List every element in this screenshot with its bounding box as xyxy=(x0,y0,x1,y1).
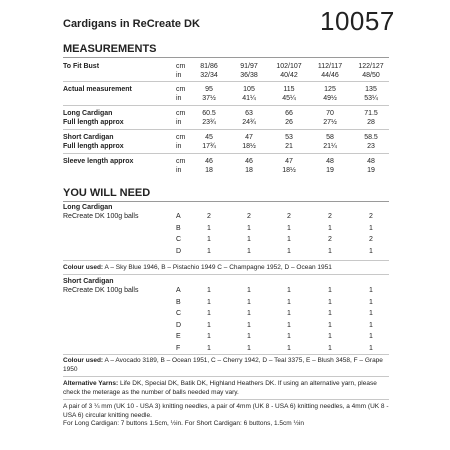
measurement-value: 23 xyxy=(367,143,375,150)
measurement-value: 28 xyxy=(367,119,375,126)
ball-quantity: 1 xyxy=(287,298,291,306)
ball-quantity: 2 xyxy=(207,213,211,220)
measurement-value: 19 xyxy=(326,167,334,174)
colour-code: D xyxy=(176,247,182,255)
buttons-text: For Long Cardigan: 7 buttons 1.5cm, ½in. For Short Cardigan: 6 buttons, 1.5cm ½in xyxy=(63,420,304,427)
measurement-value: 44/46 xyxy=(321,72,339,79)
measurement-value: 58 xyxy=(326,134,334,141)
colour-used-text: A – Avocado 3189, B – Ocean 1951, C – Cherry 1942, D – Teal 3375, E – Blush 3458, F – Grape 1950 xyxy=(63,357,383,373)
measurement-value: 40/42 xyxy=(280,72,298,79)
colour-used-text: A – Sky Blue 1946, B – Pistachio 1949 C – Champagne 1952, D – Ocean 1951 xyxy=(104,264,332,271)
ball-quantity: 1 xyxy=(207,236,211,243)
measurement-value: 71.5 xyxy=(364,110,378,117)
measurement-value: 37½ xyxy=(202,95,216,102)
ball-quantity: 1 xyxy=(247,321,251,329)
measurement-value: 24¾ xyxy=(242,119,256,126)
measurement-value: 122/127 xyxy=(358,63,384,70)
measurement-value: 48/50 xyxy=(362,72,380,79)
ball-quantity: 1 xyxy=(369,344,373,352)
ball-quantity: 1 xyxy=(247,247,251,255)
ball-quantity: 1 xyxy=(207,344,211,352)
divider xyxy=(63,274,389,275)
divider xyxy=(63,399,389,400)
measurement-value: 91/97 xyxy=(240,63,258,70)
ball-quantity: 1 xyxy=(328,333,332,340)
divider xyxy=(63,260,389,261)
unit-label: cm xyxy=(176,63,186,70)
ball-quantity: 1 xyxy=(207,333,211,340)
unit-label: cm xyxy=(176,134,186,141)
measurement-value: 18½ xyxy=(282,167,296,174)
divider xyxy=(63,129,389,130)
measurement-value: 112/117 xyxy=(317,63,343,70)
measurement-value: 48 xyxy=(367,158,375,165)
ball-quantity: 1 xyxy=(369,247,373,255)
ball-quantity: 2 xyxy=(287,213,291,220)
ball-quantity: 1 xyxy=(287,333,291,340)
divider xyxy=(63,81,389,82)
measurement-label: Actual measurement xyxy=(63,86,132,93)
measurement-label: Sleeve length approx xyxy=(63,158,134,165)
measurement-value: 63 xyxy=(245,110,253,117)
colour-code: B xyxy=(176,298,181,306)
ball-quantity: 2 xyxy=(369,213,373,220)
ball-quantity: 1 xyxy=(247,344,251,352)
ball-quantity: 1 xyxy=(207,310,211,317)
colour-code: A xyxy=(176,287,181,294)
measurements-heading: MEASUREMENTS xyxy=(63,43,157,55)
unit-label: cm xyxy=(176,158,186,165)
measurement-value: 23¾ xyxy=(202,119,216,126)
alternative-yarns-text: Life DK, Special DK, Batik DK, Highland Heathers DK. If using an alternative yarn, please check the meterage as the number of balls needed may vary. xyxy=(63,380,377,396)
colour-code: C xyxy=(176,310,182,317)
measurement-value: 18 xyxy=(245,167,253,174)
ball-quantity: 1 xyxy=(247,298,251,306)
unit-label: in xyxy=(176,143,182,150)
measurement-value: 46 xyxy=(205,158,213,165)
ball-quantity: 1 xyxy=(207,298,211,306)
colour-code: E xyxy=(176,333,181,340)
measurement-value: 18½ xyxy=(242,143,256,150)
measurement-value: 66 xyxy=(285,110,293,117)
colour-code: D xyxy=(176,321,182,329)
ball-quantity: 1 xyxy=(328,247,332,255)
ball-quantity: 1 xyxy=(247,333,251,340)
measurement-value: 125 xyxy=(324,86,336,93)
ball-quantity: 1 xyxy=(247,224,251,232)
ball-quantity: 1 xyxy=(287,224,291,232)
measurement-value: 36/38 xyxy=(240,72,258,79)
measurement-sublabel: Full length approx xyxy=(63,143,124,150)
divider xyxy=(63,201,389,202)
ball-quantity: 1 xyxy=(369,321,373,329)
long-cardigan-yarn: ReCreate DK 100g balls xyxy=(63,213,139,220)
measurement-value: 47 xyxy=(245,134,253,141)
measurement-label: Short Cardigan xyxy=(63,134,114,141)
short-colour-used xyxy=(63,357,393,374)
ball-quantity: 1 xyxy=(369,287,373,294)
measurement-value: 60.5 xyxy=(202,110,216,117)
colour-code: A xyxy=(176,213,181,220)
measurement-value: 46 xyxy=(245,158,253,165)
alternative-yarns-label: Alternative Yarns: xyxy=(63,380,119,387)
colour-code: B xyxy=(176,224,181,232)
measurement-value: 135 xyxy=(365,86,377,93)
ball-quantity: 1 xyxy=(247,310,251,317)
unit-label: in xyxy=(176,119,182,126)
ball-quantity: 1 xyxy=(369,224,373,232)
measurement-value: 48 xyxy=(326,158,334,165)
ball-quantity: 1 xyxy=(287,247,291,255)
ball-quantity: 1 xyxy=(287,287,291,294)
unit-label: in xyxy=(176,167,182,174)
ball-quantity: 1 xyxy=(328,310,332,317)
measurement-value: 70 xyxy=(326,110,334,117)
colour-used-label: Colour used: xyxy=(63,357,104,364)
ball-quantity: 1 xyxy=(247,287,251,294)
ball-quantity: 1 xyxy=(328,224,332,232)
ball-quantity: 1 xyxy=(287,236,291,243)
short-cardigan-label: Short Cardigan xyxy=(63,278,114,285)
long-cardigan-label: Long Cardigan xyxy=(63,204,113,211)
measurement-value: 19 xyxy=(367,167,375,174)
unit-label: cm xyxy=(176,86,186,93)
measurement-value: 58.5 xyxy=(364,134,378,141)
measurement-value: 32/34 xyxy=(200,72,218,79)
ball-quantity: 1 xyxy=(328,344,332,352)
measurement-value: 26 xyxy=(285,119,293,126)
ball-quantity: 1 xyxy=(287,344,291,352)
ball-quantity: 2 xyxy=(328,236,332,243)
measurement-value: 115 xyxy=(283,86,295,93)
ball-quantity: 1 xyxy=(328,321,332,329)
measurement-value: 53 xyxy=(285,134,293,141)
measurement-value: 27½ xyxy=(323,119,337,126)
ball-quantity: 1 xyxy=(328,298,332,306)
measurement-value: 53¼ xyxy=(364,95,378,102)
divider xyxy=(63,153,389,154)
measurement-value: 45¼ xyxy=(282,95,296,102)
measurement-label: To Fit Bust xyxy=(63,63,100,70)
ball-quantity: 1 xyxy=(247,236,251,243)
unit-label: in xyxy=(176,95,182,102)
ball-quantity: 1 xyxy=(287,310,291,317)
measurement-value: 81/86 xyxy=(200,63,218,70)
unit-label: in xyxy=(176,72,182,79)
ball-quantity: 1 xyxy=(287,321,291,329)
ball-quantity: 1 xyxy=(369,298,373,306)
ball-quantity: 1 xyxy=(207,247,211,255)
measurement-value: 45 xyxy=(205,134,213,141)
measurement-value: 102/107 xyxy=(276,63,302,70)
measurement-value: 18 xyxy=(205,167,213,174)
measurement-label: Long Cardigan xyxy=(63,110,113,117)
ball-quantity: 1 xyxy=(328,287,332,294)
measurement-value: 105 xyxy=(243,86,255,93)
long-colour-used xyxy=(63,264,393,273)
colour-code: F xyxy=(176,344,181,352)
measurement-value: 21¼ xyxy=(323,143,337,150)
colour-code: C xyxy=(176,236,182,243)
divider xyxy=(63,105,389,106)
short-cardigan-yarn: ReCreate DK 100g balls xyxy=(63,287,139,294)
document-title: Cardigans in ReCreate DK xyxy=(63,18,200,30)
measurement-sublabel: Full length approx xyxy=(63,119,124,126)
ball-quantity: 1 xyxy=(369,333,373,340)
measurement-value: 21 xyxy=(285,143,293,150)
measurement-value: 49½ xyxy=(323,95,337,102)
measurement-value: 95 xyxy=(205,86,213,93)
ball-quantity: 1 xyxy=(207,224,211,232)
colour-used-label: Colour used: xyxy=(63,264,104,271)
needles-text: A pair of 3 ¼ mm (UK 10 - USA 3) knitting needles, a pair of 4mm (UK 8 - USA 6) knitting needles, a 4mm (UK 8 - USA 6) circular knitting needle. xyxy=(63,403,389,419)
ball-quantity: 1 xyxy=(207,287,211,294)
measurement-value: 41¼ xyxy=(242,95,256,102)
pattern-number: 10057 xyxy=(320,6,395,36)
measurement-value: 17¾ xyxy=(202,143,216,150)
ball-quantity: 2 xyxy=(369,236,373,243)
ball-quantity: 2 xyxy=(247,213,251,220)
divider xyxy=(63,376,389,377)
measurement-value: 47 xyxy=(285,158,293,165)
divider xyxy=(63,354,389,355)
divider xyxy=(63,57,389,58)
ball-quantity: 1 xyxy=(369,310,373,317)
alternative-yarns xyxy=(63,380,393,397)
unit-label: cm xyxy=(176,110,186,117)
ball-quantity: 2 xyxy=(328,213,332,220)
you-will-need-heading: YOU WILL NEED xyxy=(63,187,151,199)
ball-quantity: 1 xyxy=(207,321,211,329)
